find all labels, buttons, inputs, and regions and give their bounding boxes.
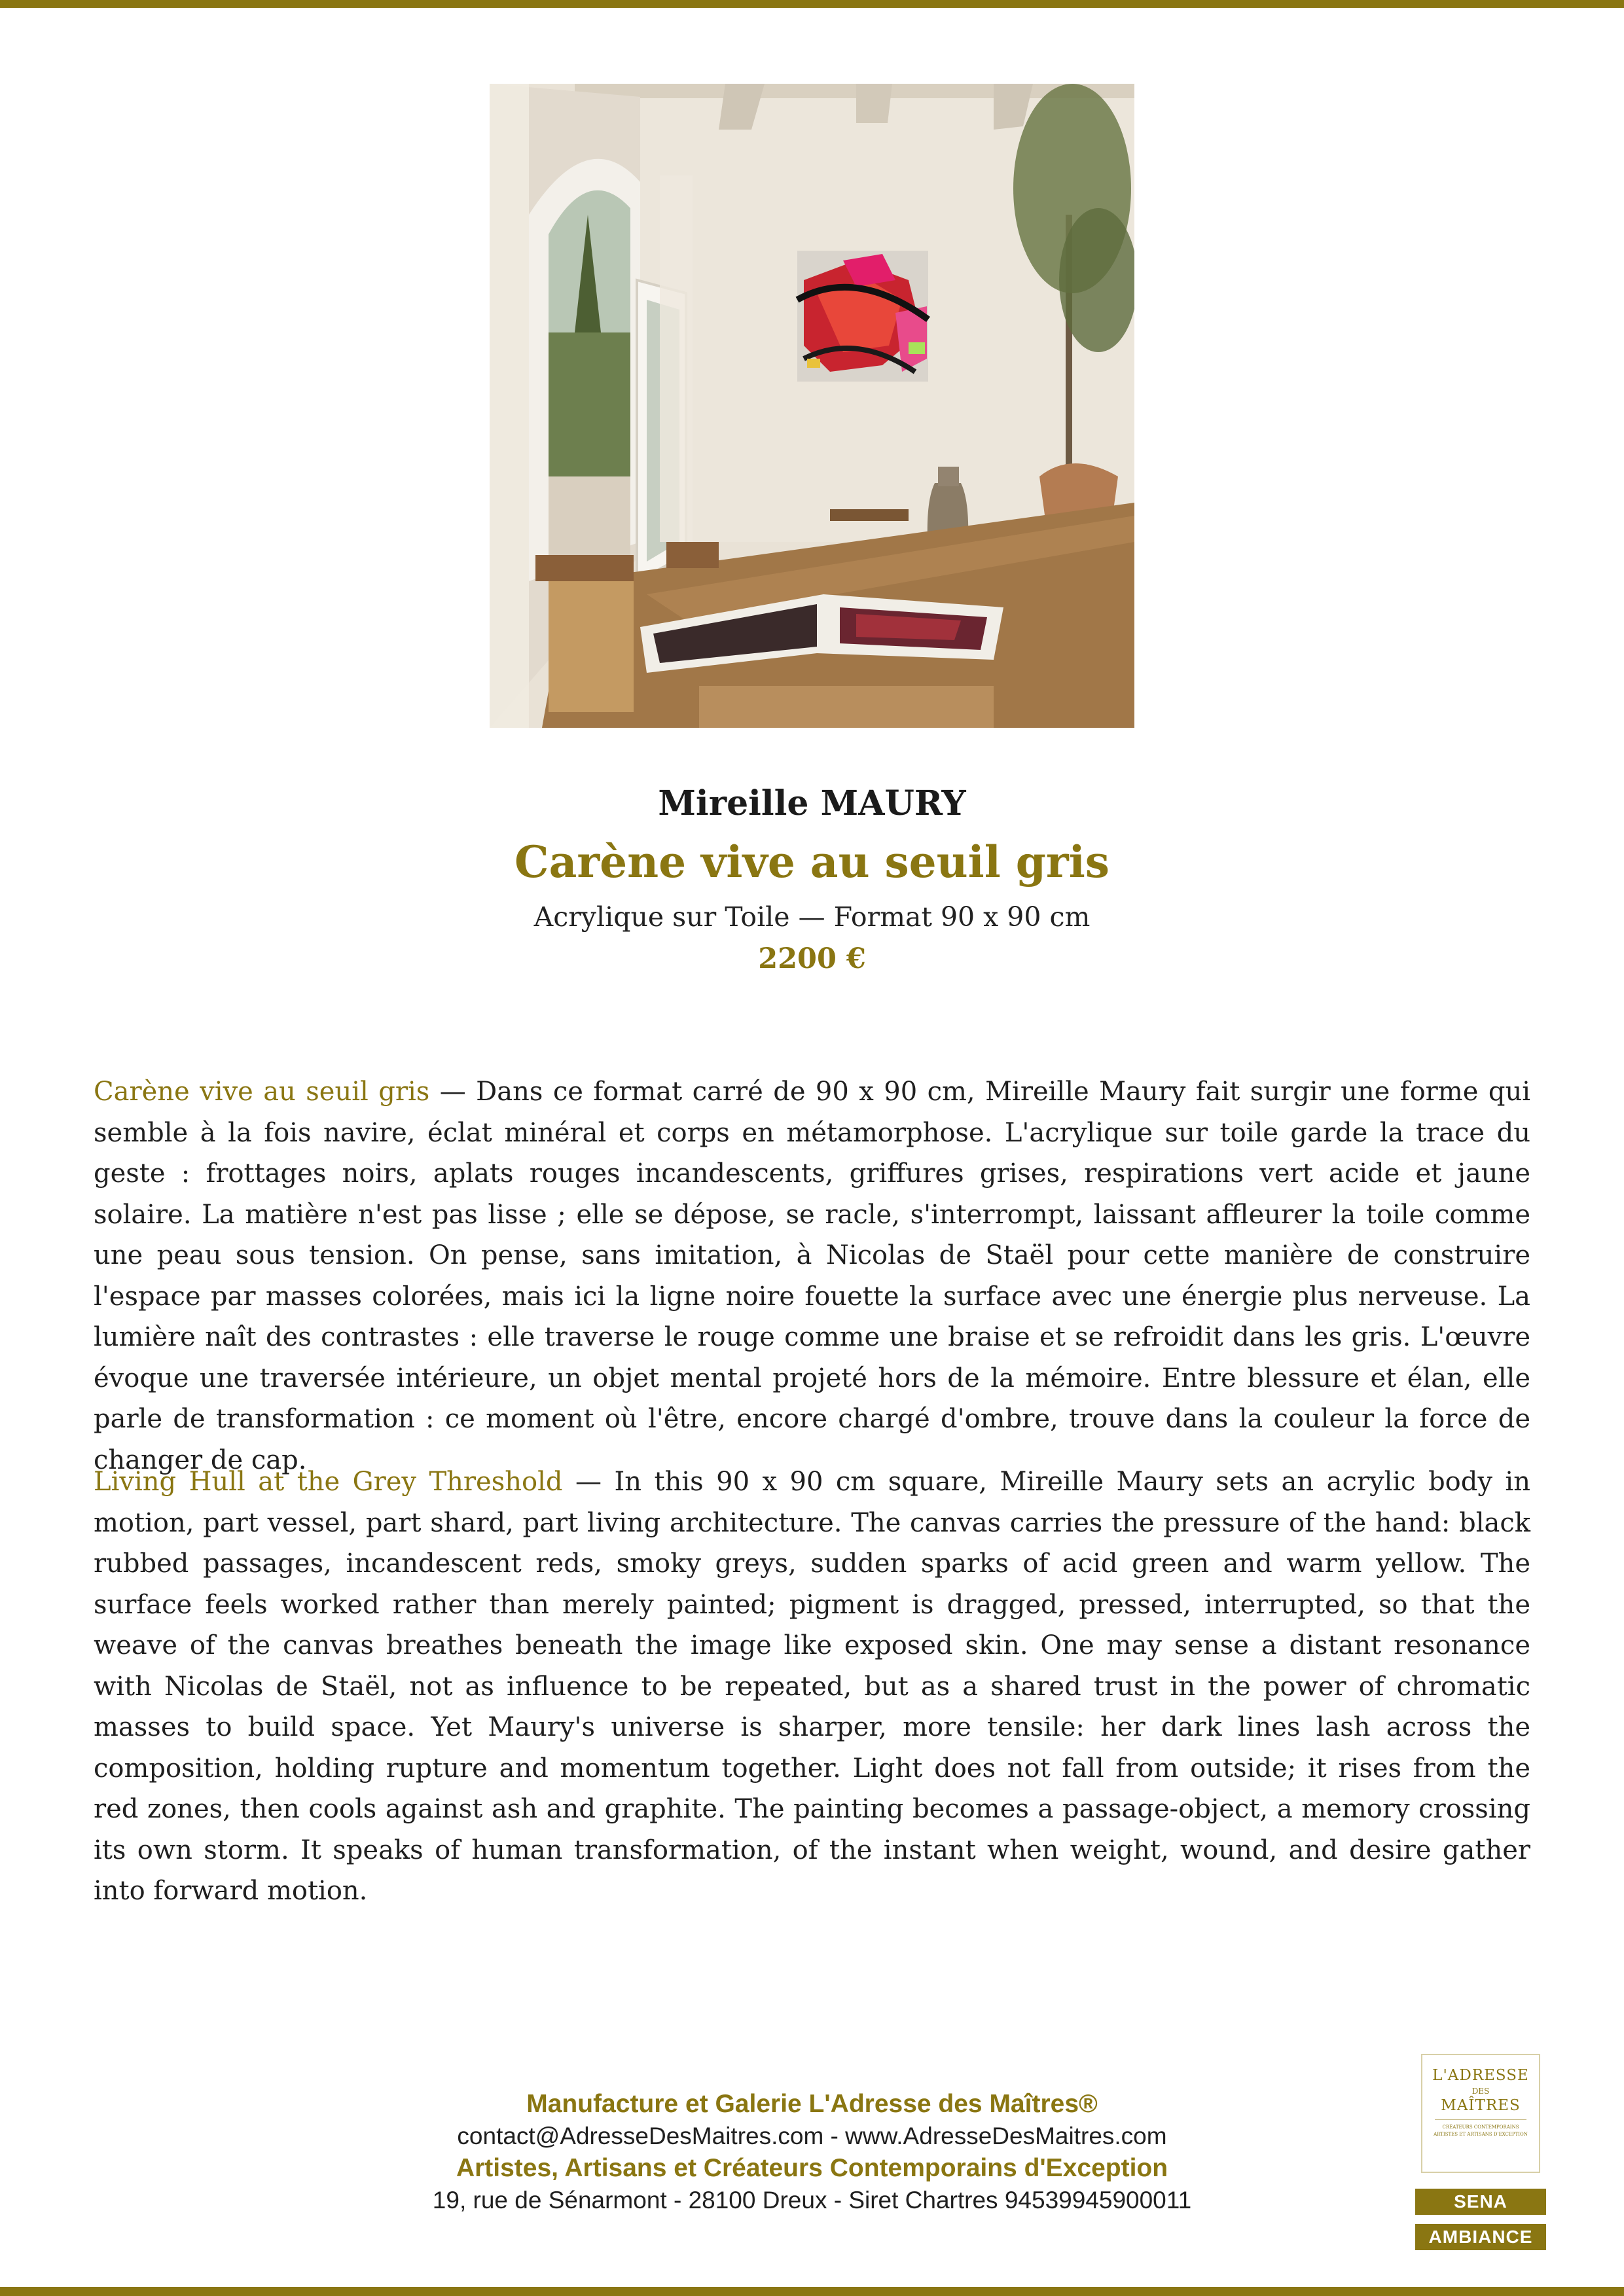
bottom-accent-rule bbox=[0, 2287, 1624, 2296]
badge-sena: SENA bbox=[1415, 2189, 1546, 2215]
painting-on-wall bbox=[797, 251, 928, 382]
top-accent-rule bbox=[0, 0, 1624, 8]
badge-ambiance: AMBIANCE bbox=[1415, 2224, 1546, 2250]
artwork-medium-format: Acrylique sur Toile — Format 90 x 90 cm bbox=[533, 901, 1091, 933]
logo-line-4: CRÉATEURS CONTEMPORAINS ARTISTES ET ARTISANS D'EXCEPTION bbox=[1434, 2125, 1528, 2137]
description-en-lead: Living Hull at the Grey Threshold bbox=[94, 1467, 563, 1497]
logo-line-1: L'ADRESSE bbox=[1432, 2067, 1529, 2084]
gallery-contact: contact@AdresseDesMaitres.com - www.AdresseDesMaitres.com bbox=[457, 2123, 1167, 2149]
artwork-room-photo bbox=[490, 84, 1134, 728]
description-fr bbox=[94, 1071, 1530, 1480]
gallery-tagline: Artistes, Artisans et Créateurs Contemporains d'Exception bbox=[456, 2154, 1168, 2182]
gallery-address: 19, rue de Sénarmont - 28100 Dreux - Siret Chartres 94539945900011 bbox=[432, 2187, 1192, 2214]
gallery-name: Manufacture et Galerie L'Adresse des Maîtres® bbox=[526, 2090, 1098, 2118]
description-en-text: — In this 90 x 90 cm square, Mireille Maury sets an acrylic body in motion, part vessel, part shard, part living architecture. The canvas carries the pressure of the hand: black rubbed passages, incandescent reds, smoky greys, sudden sparks of acid green and warm yellow. The surface feels worked rather than merely painted; pigment is dragged, pressed, interrupted, so that the weave of the canvas breathes beneath the image like exposed skin. One may sense a distant resonance with Nicolas de Staël, not as influence to be repeated, but as a shared trust in the power of chromatic masses to build space. Yet Maury's universe is sharper, more tensile: her dark lines lash across the composition, holding rupture and momentum together. Light does not fall from outside; it rises from the red zones, then cools against ash and graphite. The painting becomes a passage-object, a memory crossing its own storm. It speaks of human transformation, of the instant when weight, wound, and desire gather into forward motion. bbox=[94, 1467, 1530, 1906]
artist-name: Mireille MAURY bbox=[658, 783, 966, 823]
description-fr-text: — Dans ce format carré de 90 x 90 cm, Mireille Maury fait surgir une forme qui semble à la fois navire, éclat minéral et corps en métamorphose. L'acrylique sur toile garde la trace du geste : frottages noirs, aplats rouges incandescents, griffures grises, respirations vert acide et jaune solaire. La matière n'est pas lisse ; elle se dépose, se racle, s'interrompt, laissant affleurer la toile comme une peau sous tension. On pense, sans imitation, à Nicolas de Staël pour cette manière de construire l'espace par masses colorées, mais ici la ligne noire fouette la surface avec une énergie plus nerveuse. La lumière naît des contrastes : elle traverse le rouge comme une braise et se refroidit dans les gris. L'œuvre évoque une traversée intérieure, un objet mental projeté hors de la mémoire. Entre blessure et élan, elle parle de transformation : ce moment où l'être, encore chargé d'ombre, trouve dans la couleur la force de changer de cap. bbox=[94, 1077, 1530, 1475]
description-fr-lead: Carène vive au seuil gris bbox=[94, 1077, 430, 1107]
gallery-logo bbox=[1421, 2054, 1540, 2173]
description-en bbox=[94, 1462, 1530, 1912]
artwork-price: 2200 € bbox=[758, 942, 866, 975]
logo-line-2: DES bbox=[1471, 2087, 1490, 2096]
gallery-footer bbox=[0, 2088, 1624, 2216]
artwork-title: Carène vive au seuil gris bbox=[514, 836, 1110, 888]
logo-line-3: MAÎTRES bbox=[1441, 2097, 1521, 2114]
logo-divider bbox=[1435, 2119, 1526, 2120]
